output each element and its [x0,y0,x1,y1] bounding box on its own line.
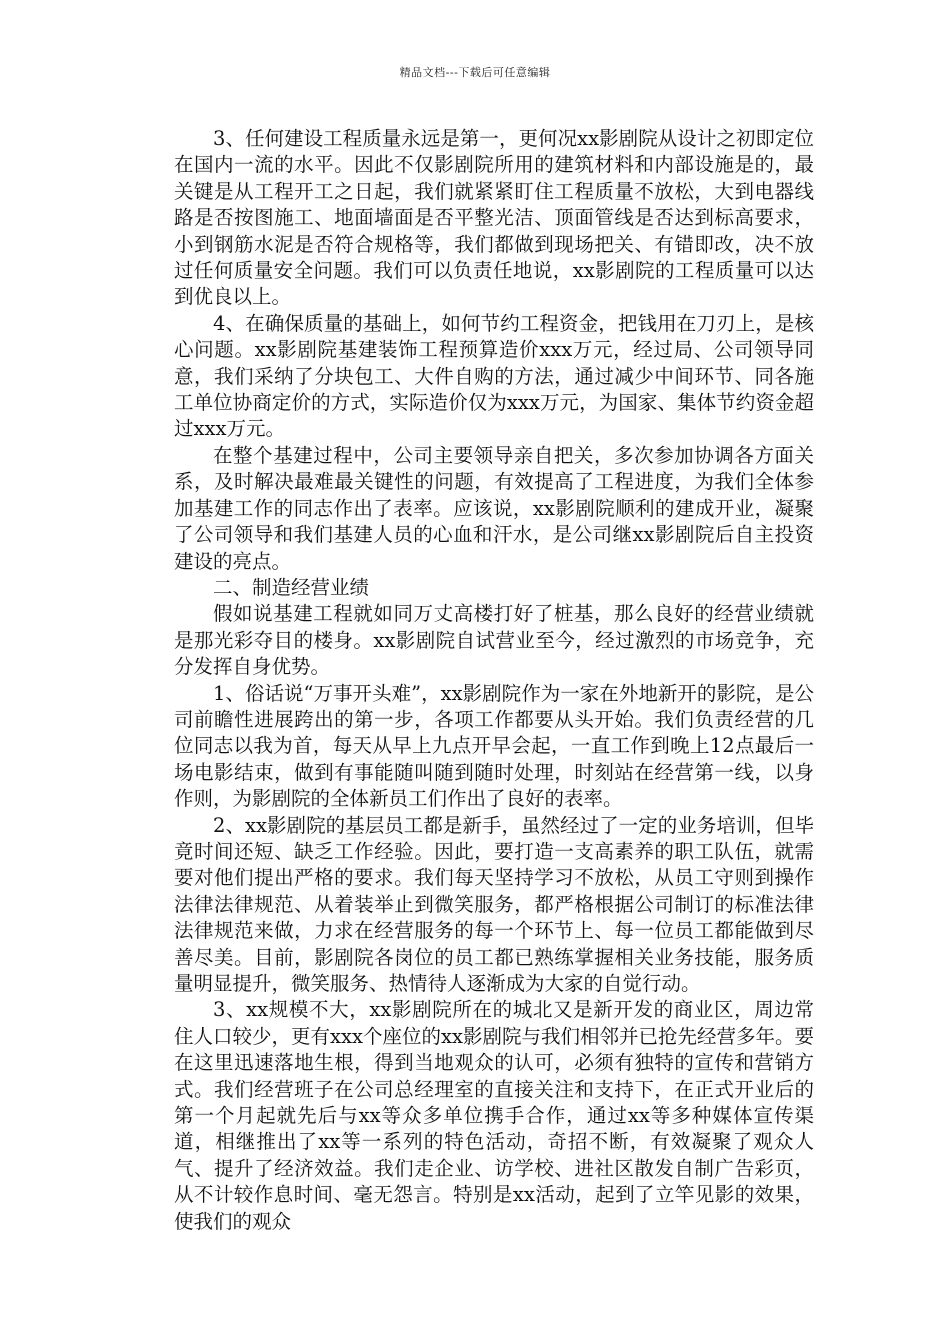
paragraph-quality: 3、任何建设工程质量永远是第一，更何况xx影剧院从设计之初即定位在国内一流的水平。因此不仅影剧院所用的建筑材料和内部设施是的，最关键是从工程开工之日起，我们就紧紧盯住工程质量不放松，大到电器线路是否按图施工、地面墙面是否平整光洁、顶面管线是否达到标高要求，小到钢筋水泥是否符合规格等，我们都做到现场把关、有错即改，决不放过任何质量安全问题。我们可以负责任地说，xx影剧院的工程质量可以达到优良以上。 [174,127,814,309]
document-body [174,126,814,1235]
paragraph-operations-2: 2、xx影剧院的基层员工都是新手，虽然经过了一定的业务培训，但毕竟时间还短、缺乏工作经验。因此，要打造一支高素养的职工队伍，就需要对他们提出严格的要求。我们每天坚持学习不放松，从员工守则到操作法律法律规范、从着装举止到微笑服务，都严格根据公司制订的标准法律法律规范来做，力求在经营服务的每一个环节上、每一位员工都能做到尽善尽美。目前，影剧院各岗位的员工都已熟练掌握相关业务技能，服务质量明显提升，微笑服务、热情待人逐渐成为大家的自觉行动。 [174,813,814,995]
paragraph-leadership: 在整个基建过程中，公司主要领导亲自把关，多次参加协调各方面关系，及时解决最难最关键性的问题，有效提高了工程进度，为我们全体参加基建工作的同志作出了表率。应该说，xx影剧院顺利的建成开业，凝聚了公司领导和我们基建人员的心血和汗水，是公司继xx影剧院后自主投资建设的亮点。 [174,443,814,573]
paragraph-cost-saving: 4、在确保质量的基础上，如何节约工程资金，把钱用在刀刃上，是核心问题。xx影剧院基建装饰工程预算造价xxx万元，经过局、公司领导同意，我们采纳了分块包工、大件自购的方法，通过减少中间环节、同各施工单位协商定价的方式，实际造价仅为xxx万元，为国家、集体节约资金超过xxx万元。 [174,311,814,441]
page-header-note: 精品文档---下载后可任意编辑 [399,66,551,79]
section-heading: 二、制造经营业绩 [213,575,370,599]
paragraph-operations-intro: 假如说基建工程就如同万丈高楼打好了桩基，那么良好的经营业绩就是那光彩夺目的楼身。xx影剧院自试营业至今，经过激烈的市场竞争，充分发挥自身优势。 [174,602,814,679]
paragraph-operations-3: 3、xx规模不大，xx影剧院所在的城北又是新开发的商业区，周边常住人口较少，更有xxx个座位的xx影剧院与我们相邻并已抢先经营多年。要在这里迅速落地生根，得到当地观众的认可，必须有独特的宣传和营销方式。我们经营班子在公司总经理室的直接关注和支持下，在正式开业后的第一个月起就先后与xx等众多单位携手合作，通过xx等多种媒体宣传渠道，相继推出了xx等一系列的特色活动，奇招不断，有效凝聚了观众人气、提升了经济效益。我们走企业、访学校、进社区散发自制广告彩页，从不计较作息时间、毫无怨言。特别是xx活动，起到了立竿见影的效果，使我们的观众 [174,998,814,1233]
paragraph-operations-1: 1、俗话说“万事开头难”，xx影剧院作为一家在外地新开的影院，是公司前瞻性进展跨出的第一步，各项工作都要从头开始。我们负责经营的几位同志以我为首，每天从早上九点开早会起，一直工作到晚上12点最后一场电影结束，做到有事能随叫随到随时处理，时刻站在经营第一线，以身作则，为影剧院的全体新员工们作出了良好的表率。 [174,681,814,811]
